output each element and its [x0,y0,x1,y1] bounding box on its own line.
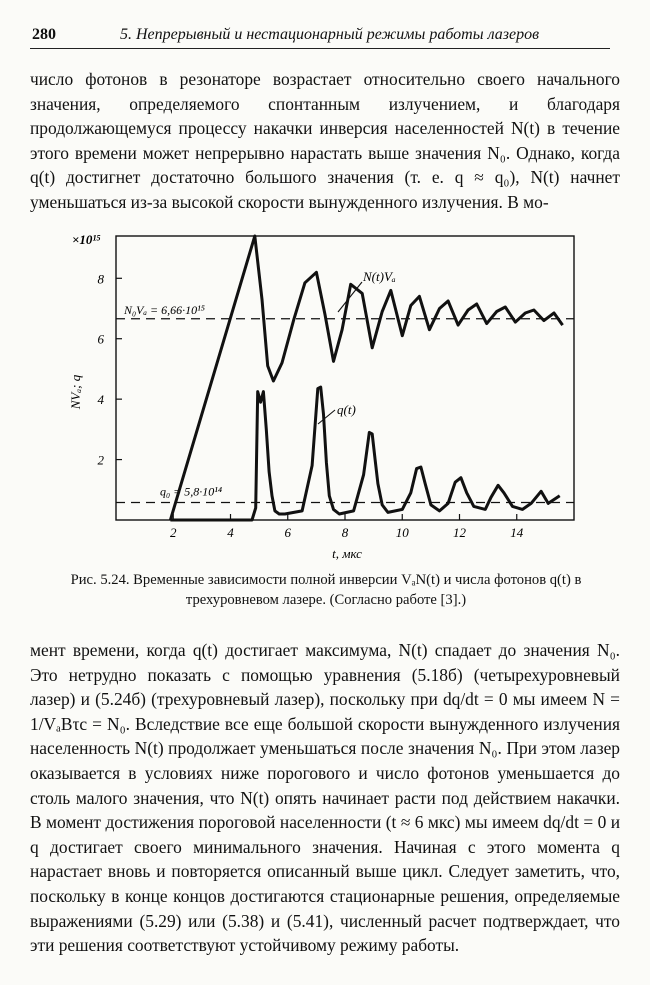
y-axis-ticks [98,271,123,467]
chapter-title: 5. Непрерывный и нестационарный режимы работы лазеров [120,26,540,43]
series-line-q [170,387,559,520]
header-rule [30,48,610,49]
y-tick-label: 8 [97,271,104,287]
y-axis-label: NVₐ; q [68,374,83,410]
x-tick-label: 8 [341,525,349,540]
page-number: 280 [32,26,56,43]
x-axis-ticks [170,514,524,540]
chart-svg [60,224,600,569]
x-tick-label: 10 [395,525,409,540]
series-label-leader-q [318,410,335,424]
x-tick-label: 6 [284,525,291,540]
y-tick-label: 4 [97,392,104,408]
figure-caption: Рис. 5.24. Временные зависимости полной инверсии VₐN(t) и числа фотонов q(t) в трехуровневом лазере. (Согласно работе [3].) [70,572,582,608]
series-label-n-va: N(t)Vₐ [363,269,396,284]
y-tick-label: 6 [97,331,104,347]
x-tick-label: 4 [227,525,234,540]
figure-5-24 [60,224,600,569]
chart-frame [116,236,574,520]
series-label-q: q(t) [337,402,356,417]
x-tick-label: 12 [453,525,466,540]
y-multiplier-label: ×10¹⁵ [72,232,101,247]
paragraph-bottom: мент времени, когда q(t) достигает максимума, N(t) спадает до значения N₀. Это нетрудно показать с помощью уравнения (5.18б) (четырехуровневый лазер) и (5.24б) (трехуровневый лазер), поскольку при dq/dt = 0 мы имеем N = 1/VₐBτc = N₀. Вследствие все еще большой скорости вынужденного излучения населенность N(t) продолжает уменьшаться после значения N₀. При этом лазер оказывается в условиях ниже порогового и число фотонов уменьшается до столь малого значения, что N(t) опять начинает расти под действием накачки. В момент достижения пороговой населенности (t ≈ 6 мкс) мы имеем dq/dt = 0 и q достигает своего минимального значения. Начиная с этого момента q нарастает вновь и повторяется описанный выше цикл. Следует заметить, что, поскольку в конце концов достигаются стационарные решения, определяемые выражениями (5.29) или (5.38) и (5.41), численный расчет подтверждает, что эти решения соответствуют устойчивому режиму работы. [30,640,620,956]
reference-label-q0: q₀ = 5,8·10¹⁴ [160,484,223,499]
page-header [30,26,610,48]
reference-label-n0va: N₀Vₐ = 6,66·10¹⁵ [124,302,205,317]
y-tick-label: 2 [97,452,104,468]
x-tick-label: 2 [170,525,177,540]
x-tick-label: 14 [510,525,524,540]
x-axis-label: t, мкс [332,546,362,561]
paragraph-top: число фотонов в резонаторе возрастает относительно своего начального значения, определяемого спонтанным излучением, и благодаря продолжающемуся процессу накачки инверсия населенностей N(t) в течение этого времени может непрерывно нарастать выше значения N₀. Однако, когда q(t) достигнет достаточно большого значения (т. е. q ≈ q₀), N(t) начнет уменьшаться из-за высокой скорости вынужденного излучения. В мо- [30,69,620,212]
